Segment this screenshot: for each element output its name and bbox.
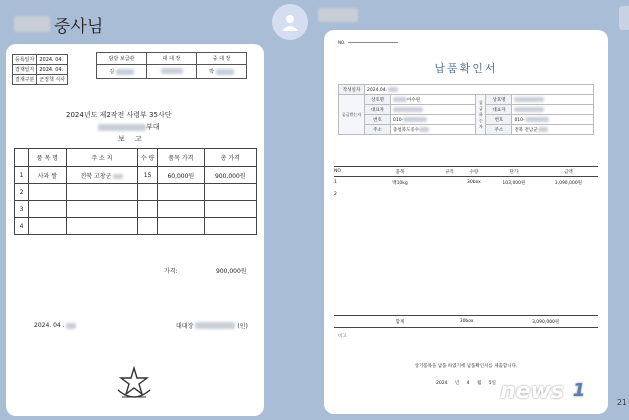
approval-value: 2024. 04. — [37, 55, 68, 65]
watermark-brand: news — [500, 378, 565, 404]
footer-date: 2024 년 4 월 5일 — [436, 381, 496, 386]
table-header: 수 량 — [138, 149, 158, 167]
approver-title: 중 대 장 — [197, 53, 247, 65]
report-date: 2024. 04 . — [34, 322, 76, 329]
avatar[interactable] — [272, 4, 308, 40]
sum-amount: 3,090,000원 — [493, 316, 598, 328]
redacted-name — [14, 16, 50, 32]
parties-table: 작성일자 2024.04. 공급받는자 상호명 아수원 공급하는자 상호명 대표자 대표자 번호 010- 번호 010- 주소 충청북도증수 주소 전북 전남군 — [338, 84, 594, 135]
table-row: 1 백10kg 30box 103,000원 3,090,000원 — [334, 180, 583, 186]
sum-label: 합계 — [360, 316, 440, 328]
table-header: 금액 — [539, 167, 598, 177]
table-row: 2 — [334, 192, 337, 197]
table-header — [15, 149, 29, 167]
table-row: 1 사과 쌀 전북 고창군 15 60,000원 900,000원 — [15, 167, 257, 184]
table-row: 2 — [15, 184, 257, 201]
sender-name: 중사님 — [54, 16, 104, 37]
total-label: 가격: — [164, 268, 178, 275]
approver-grid — [96, 52, 247, 79]
report-heading: 보 고 — [118, 135, 146, 143]
report-items-table — [14, 148, 257, 235]
table-header: 품목 가격 — [158, 149, 204, 167]
person-icon — [280, 12, 300, 32]
chat-sender — [14, 12, 103, 36]
approver-name — [147, 65, 197, 79]
sum-qty: 30box — [440, 316, 493, 328]
table-header: 품 목 명 — [29, 149, 67, 167]
doc-title: 납품확인서 — [434, 62, 498, 75]
corner-number: 21 — [616, 398, 627, 407]
army-emblem-icon — [114, 364, 154, 404]
table-row: 4 — [15, 218, 257, 235]
table-header: NO — [334, 167, 360, 177]
watermark-number: 1 — [566, 378, 592, 404]
approver-title: 대 대 장 — [147, 53, 197, 65]
report-unit: 부대 — [98, 122, 160, 132]
table-header: 총 가격 — [204, 149, 256, 167]
items-table — [334, 166, 598, 201]
approval-label: 결재일자 — [13, 65, 37, 75]
table-header: 단가 — [489, 167, 539, 177]
approval-value: 2024. 04. — [37, 65, 68, 75]
table-header: 품목 — [360, 167, 440, 177]
table-header: 수량 — [459, 167, 489, 177]
table-header: 주 소 지 — [66, 149, 137, 167]
date-label: 작성일자 — [339, 85, 365, 95]
report-title: 2024년도 제2작전 사령부 35사단 — [66, 111, 172, 119]
side-label-left: 공급받는자 — [339, 95, 365, 135]
redacted-contact-name — [318, 8, 358, 22]
approval-label: 결재구분 — [13, 75, 37, 85]
delivery-confirmation-image[interactable] — [324, 30, 608, 414]
report-signature: 대대장 (인) — [176, 323, 248, 330]
side-scroll-tab[interactable] — [619, 6, 629, 30]
news1-watermark — [500, 378, 592, 404]
date-value: 2024.04. — [365, 85, 594, 95]
report-document-image[interactable] — [6, 44, 264, 416]
note-label: 비고 — [338, 334, 347, 339]
total-value: 900,000원 — [216, 268, 247, 275]
table-row: 3 — [15, 201, 257, 218]
sum-row — [334, 315, 598, 328]
side-label-right: 공급하는자 — [476, 95, 486, 135]
approval-label: 등록일자 — [13, 55, 37, 65]
approval-info-table — [12, 54, 68, 85]
approver-name: 박 — [197, 65, 247, 79]
table-header: 규격 — [440, 167, 459, 177]
doc-number: NO. — [338, 40, 398, 45]
approver-name: 김 — [97, 65, 147, 79]
approval-value: 군정책 식사 — [37, 75, 68, 85]
approver-title: 담당 보급관 — [97, 53, 147, 65]
confirm-statement: 상기품목을 납품 하였기에 납품확인서를 제출합니다. — [414, 364, 518, 369]
